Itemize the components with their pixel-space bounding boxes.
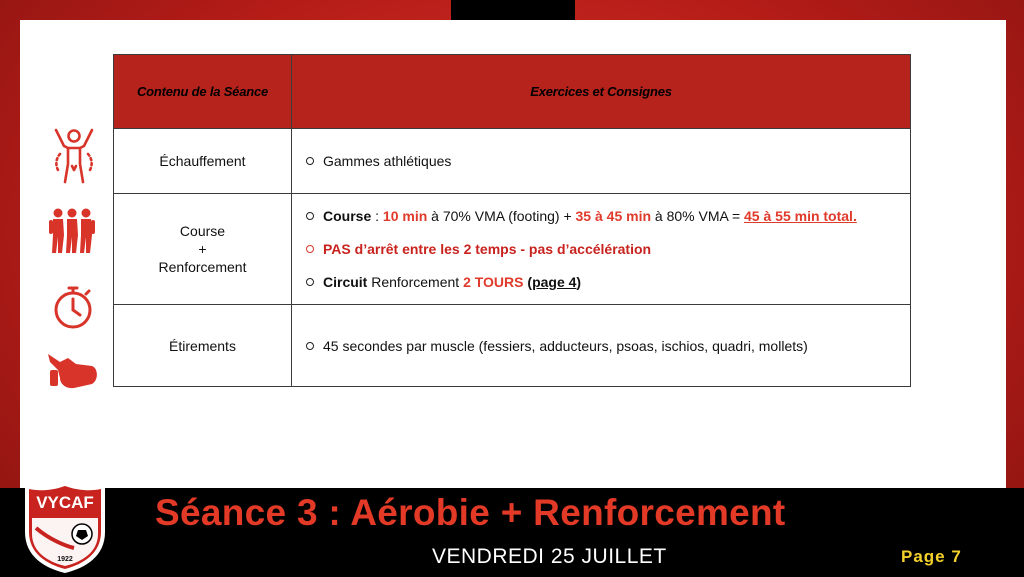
- page-number: Page 7: [901, 547, 962, 566]
- row-content-course: [292, 194, 911, 305]
- table-row-warmup: [114, 129, 911, 194]
- bullet-text: Course : 10 min à 70% VMA (footing) + 35 à 45 min à 80% VMA = 45 à 55 min total.: [323, 208, 857, 224]
- row-content-warmup: [292, 129, 911, 194]
- row-label-stretch: Étirements: [114, 305, 292, 387]
- session-date: VENDREDI 25 JUILLET: [432, 545, 667, 568]
- bullet-text: 45 secondes par muscle (fessiers, adducteurs, psoas, ischios, quadri, mollets): [323, 337, 808, 354]
- muscle-stretch-icon: [46, 348, 100, 392]
- label-line-course: Course: [179, 223, 226, 239]
- svg-text:1922: 1922: [57, 556, 73, 563]
- header-exercises: Exercices et Consignes: [292, 55, 911, 129]
- label-line-renforcement: Renforcement: [158, 259, 247, 275]
- bullet-item: [306, 153, 909, 169]
- bullet-item: [306, 274, 909, 290]
- session-title: Séance 3 : Aérobie + Renforcement: [155, 492, 786, 533]
- table-row-stretch: [114, 305, 911, 387]
- label-line-plus: +: [198, 241, 207, 257]
- row-label-course: [114, 194, 292, 305]
- circle-bullet-icon: [306, 245, 314, 253]
- bullet-text: Gammes athlétiques: [323, 153, 452, 169]
- stopwatch-icon: [50, 284, 96, 330]
- page-4-link[interactable]: page 4: [532, 274, 577, 290]
- circle-bullet-icon: [306, 212, 314, 220]
- bullet-item: [306, 338, 909, 354]
- top-notch: [451, 0, 575, 20]
- circle-bullet-icon: [306, 342, 314, 350]
- svg-text:VYCAF: VYCAF: [36, 493, 94, 512]
- runners-icon: [47, 207, 97, 257]
- club-logo: [22, 478, 108, 575]
- circle-bullet-icon: [306, 157, 314, 165]
- stretching-person-icon: [50, 126, 98, 186]
- bullet-text: PAS d’arrêt entre les 2 temps - pas d’accélération: [323, 241, 652, 257]
- bullet-item: [306, 241, 909, 257]
- table-header-row: [114, 55, 911, 129]
- bullet-text: Circuit Renforcement 2 TOURS (page 4): [323, 274, 582, 290]
- row-label-warmup: Échauffement: [114, 129, 292, 194]
- session-table: [113, 54, 911, 387]
- table-row-course: [114, 194, 911, 305]
- bullet-item: [306, 208, 909, 224]
- circle-bullet-icon: [306, 278, 314, 286]
- row-content-stretch: [292, 305, 911, 387]
- header-content: Contenu de la Séance: [114, 55, 292, 129]
